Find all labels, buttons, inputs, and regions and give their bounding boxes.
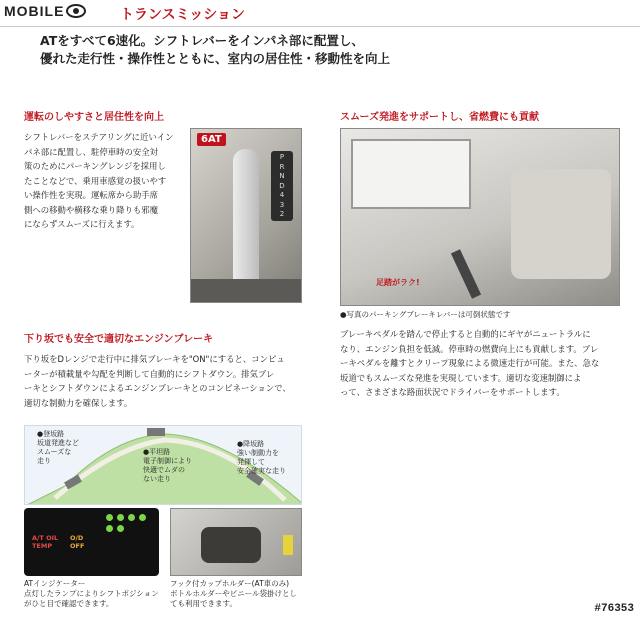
dashboard-shadow	[191, 279, 302, 303]
diagram-label-flat: ●平坦路 電子制御により 快適でムダの ない走り	[143, 448, 192, 483]
lamp-dot	[128, 514, 135, 521]
windshield	[351, 139, 471, 209]
engine-brake-diagram	[24, 425, 302, 505]
diagram-label-downhill: ●降坂路 強い制動力を 発揮して 安全確実な走り	[237, 440, 286, 475]
site-logo	[4, 3, 86, 19]
cabin-photo	[340, 128, 620, 306]
cabin-caption: ●写真のパーキングブレーキレバーは可倒状態です	[340, 310, 511, 319]
6at-badge: 6AT	[197, 133, 226, 146]
lamp-dot	[106, 514, 113, 521]
seat	[511, 169, 611, 279]
shift-lever-icon	[233, 149, 259, 289]
section3-body: 下り坂をDレンジで走行中に排気ブレーキを"ON"にすると、コンピュ ーターが積載量や勾配を判断して自動的にシフトダウン。排気ブレ ーキとシフトダウンによるエンジンブレーキとのコンビネーションで、 適切な制動力を確保します。	[24, 354, 291, 408]
diagram-label-uphill: ●登坂路 坂道発進など スムーズな 走り	[37, 430, 79, 465]
cupholder-photo	[170, 508, 302, 576]
logo-eye-icon	[66, 4, 86, 18]
logo-text: MOBILE	[4, 3, 65, 19]
title-divider	[0, 26, 640, 27]
yellow-accent	[283, 535, 293, 555]
shift-lever-photo	[190, 128, 302, 303]
parking-lever	[451, 249, 481, 299]
section2-body: ブレーキペダルを踏んで停止すると自動的にギヤがニュートラルに なり、エンジン負担を低減。停車時の燃費向上にも貢献します。ブレ ーキペダルを離すとクリープ現象による微速走行が可能。また、急な 坂道でもスムーズな発進を実現しています。適切な変速制御によ って、さまざまな路面状況でドライバーをサポートします。	[340, 329, 600, 397]
section2-heading: スムーズ発進をサポートし、省燃費にも貢献	[340, 112, 539, 123]
section3-heading: 下り坂でも安全で適切なエンジンブレーキ	[24, 334, 214, 345]
lamp-dot	[117, 514, 124, 521]
cupholder-caption: フック付カップホルダー(AT車のみ) ボトルホルダーやビニール袋掛けとし ても利用できます。	[170, 579, 298, 608]
cupholder-icon	[201, 527, 261, 563]
shift-position-lamps	[104, 512, 154, 572]
section1-body: シフトレバーをステアリングに近いイン パネ部に配置し、駐停車時の安全対 策のためにパーキングレンジを採用し たことなどで、乗用車感覚の扱いやす い操作性を実現。運転席から助手席 側への移動や横移な乗り降りも邪魔 にならずスムーズに行えます。	[24, 132, 174, 229]
indicator-caption: ATインジケーター 点灯したランプによりシフトポジション がひと目で確認できます。	[24, 579, 159, 608]
gear-indicator: P R N D 4 3 2	[271, 151, 293, 221]
lamp-dot	[106, 525, 113, 532]
lamp-dot	[139, 514, 146, 521]
lamp-dot	[117, 525, 124, 532]
section1-heading: 運転のしやすさと居住性を向上	[24, 112, 164, 123]
oil-temp-lamp: A/T OIL TEMP	[32, 534, 59, 550]
lead-text: ATをすべて6速化。シフトレバーをインパネ部に配置し、 優れた走行性・操作性とともに、室内の居住性・移動性を向上	[40, 33, 391, 66]
at-indicator-photo	[24, 508, 159, 576]
image-id: #76353	[594, 603, 634, 615]
cabin-photo-label: 足踏がラク!	[376, 278, 420, 287]
page-title: トランスミッション	[120, 7, 246, 23]
od-off-lamp: O/D OFF	[70, 534, 85, 550]
